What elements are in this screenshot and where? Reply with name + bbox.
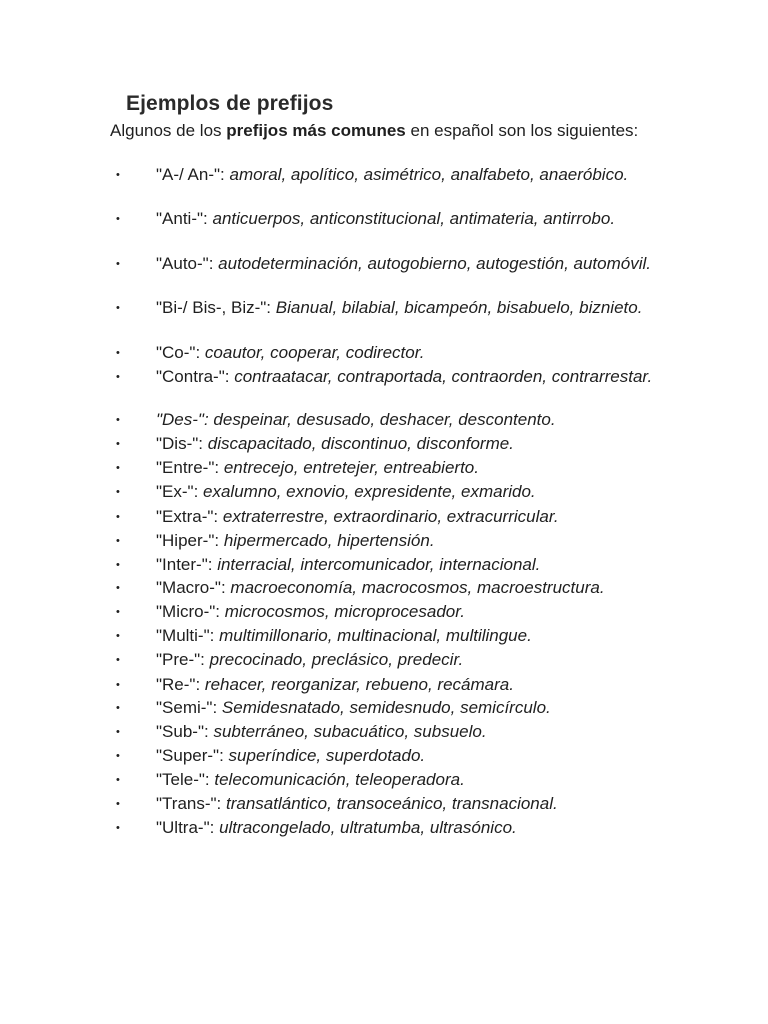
bullet-icon: • bbox=[116, 213, 120, 225]
prefix-examples: superíndice, superdotado. bbox=[228, 746, 426, 765]
prefix-examples: autodeterminación, autogobierno, autogestión, automóvil. bbox=[218, 254, 652, 273]
prefix-label: "A-/ An-": bbox=[156, 165, 230, 184]
prefix-label: "Dis-": bbox=[156, 434, 208, 453]
list-item bbox=[116, 367, 696, 387]
prefix-examples: anticuerpos, anticonstitucional, antimateria, antirrobo. bbox=[212, 209, 616, 228]
list-item bbox=[116, 818, 696, 838]
list-item-text bbox=[116, 165, 696, 185]
bullet-icon: • bbox=[116, 726, 120, 738]
list-item bbox=[116, 675, 696, 695]
prefix-examples: discapacitado, discontinuo, disconforme. bbox=[207, 434, 514, 453]
prefix-examples: transatlántico, transoceánico, transnacional. bbox=[226, 794, 558, 813]
list-item bbox=[116, 410, 696, 430]
list-item-text bbox=[116, 675, 696, 695]
bullet-icon: • bbox=[116, 486, 120, 498]
prefix-examples: extraterrestre, extraordinario, extracurricular. bbox=[222, 507, 559, 526]
prefix-examples: rehacer, reorganizar, rebueno, recámara. bbox=[204, 675, 514, 694]
prefix-label: "Hiper-": bbox=[156, 531, 224, 550]
bullet-icon: • bbox=[116, 750, 120, 762]
bullet-icon: • bbox=[116, 606, 120, 618]
prefix-label: "Macro-": bbox=[156, 578, 231, 597]
list-item bbox=[116, 531, 696, 551]
bullet-icon: • bbox=[116, 654, 120, 666]
list-item bbox=[116, 434, 696, 454]
list-item-text bbox=[116, 818, 696, 838]
list-item-text bbox=[116, 578, 696, 598]
list-item bbox=[116, 578, 696, 598]
prefix-examples: interracial, intercomunicador, internacional. bbox=[217, 555, 541, 574]
list-item bbox=[116, 698, 696, 718]
prefix-examples: microcosmos, microprocesador. bbox=[224, 602, 466, 621]
prefix-examples: Semidesnatado, semidesnudo, semicírculo. bbox=[221, 698, 551, 717]
list-item bbox=[116, 794, 696, 814]
prefix-label: "Auto-": bbox=[156, 254, 219, 273]
prefix-label: "Multi-": bbox=[156, 626, 220, 645]
list-item bbox=[116, 458, 696, 478]
prefix-examples: entrecejo, entretejer, entreabierto. bbox=[223, 458, 479, 477]
prefix-examples: despeinar, desusado, deshacer, descontento. bbox=[213, 410, 556, 429]
list-item bbox=[116, 343, 696, 363]
list-item-text bbox=[116, 722, 696, 742]
bullet-icon: • bbox=[116, 302, 120, 314]
bullet-icon: • bbox=[116, 559, 120, 571]
bullet-icon: • bbox=[116, 679, 120, 691]
list-item-text bbox=[116, 343, 696, 363]
list-item-text bbox=[116, 698, 696, 718]
prefix-examples: multimillonario, multinacional, multilingue. bbox=[219, 626, 532, 645]
list-item bbox=[116, 770, 696, 790]
list-item bbox=[116, 722, 696, 742]
list-item-text bbox=[116, 434, 696, 454]
list-item-text bbox=[116, 209, 696, 229]
bullet-icon: • bbox=[116, 462, 120, 474]
list-item bbox=[116, 209, 696, 229]
list-item bbox=[116, 555, 696, 575]
prefix-label: "Co-": bbox=[156, 343, 205, 362]
list-item-text bbox=[116, 531, 696, 551]
bullet-icon: • bbox=[116, 347, 120, 359]
list-item bbox=[116, 254, 696, 274]
list-item bbox=[116, 298, 696, 318]
intro-text-after: en español son los siguientes: bbox=[405, 121, 639, 140]
bullet-icon: • bbox=[116, 582, 120, 594]
bullet-icon: • bbox=[116, 438, 120, 450]
bullet-icon: • bbox=[116, 258, 120, 270]
list-item-text bbox=[116, 458, 696, 478]
prefix-examples: telecomunicación, teleoperadora. bbox=[214, 770, 465, 789]
bullet-icon: • bbox=[116, 702, 120, 714]
prefix-examples: amoral, apolítico, asimétrico, analfabeto, anaeróbico. bbox=[229, 165, 629, 184]
prefix-label: "Trans-": bbox=[156, 794, 227, 813]
prefix-label: "Des-": bbox=[156, 410, 214, 429]
bullet-icon: • bbox=[116, 774, 120, 786]
list-item-text bbox=[116, 507, 696, 527]
intro-text-bold: prefijos más comunes bbox=[226, 121, 406, 140]
list-item bbox=[116, 650, 696, 670]
prefix-examples: macroeconomía, macrocosmos, macroestructura. bbox=[230, 578, 605, 597]
page-title: Ejemplos de prefijos bbox=[126, 92, 334, 115]
list-item-text bbox=[116, 367, 696, 387]
list-item-text bbox=[116, 555, 696, 575]
bullet-icon: • bbox=[116, 798, 120, 810]
prefix-examples: hipermercado, hipertensión. bbox=[223, 531, 435, 550]
prefix-label: "Super-": bbox=[156, 746, 229, 765]
prefix-examples: ultracongelado, ultratumba, ultrasónico. bbox=[219, 818, 517, 837]
list-item-text bbox=[116, 650, 696, 670]
list-item-text bbox=[116, 746, 696, 766]
prefix-label: "Pre-": bbox=[156, 650, 210, 669]
prefix-label: "Sub-": bbox=[156, 722, 214, 741]
list-item-text bbox=[116, 770, 696, 790]
list-item bbox=[116, 746, 696, 766]
prefix-label: "Entre-": bbox=[156, 458, 224, 477]
prefix-label: "Ex-": bbox=[156, 482, 204, 501]
list-item-text bbox=[116, 482, 696, 502]
prefix-examples: Bianual, bilabial, bicampeón, bisabuelo, biznieto. bbox=[275, 298, 643, 317]
bullet-icon: • bbox=[116, 371, 120, 383]
prefix-label: "Inter-": bbox=[156, 555, 218, 574]
list-item-text bbox=[116, 626, 696, 646]
prefix-examples: exalumno, exnovio, expresidente, exmarido. bbox=[203, 482, 536, 501]
list-item-text bbox=[116, 602, 696, 622]
list-item-text bbox=[116, 298, 696, 318]
prefix-label: "Contra-": bbox=[156, 367, 235, 386]
prefix-label: "Ultra-": bbox=[156, 818, 220, 837]
prefix-label: "Semi-": bbox=[156, 698, 222, 717]
prefix-label: "Bi-/ Bis-, Biz-": bbox=[156, 298, 276, 317]
intro-text-before: Algunos de los bbox=[110, 121, 227, 140]
bullet-icon: • bbox=[116, 630, 120, 642]
prefix-examples: subterráneo, subacuático, subsuelo. bbox=[213, 722, 487, 741]
bullet-icon: • bbox=[116, 414, 120, 426]
prefix-examples: precocinado, preclásico, predecir. bbox=[209, 650, 464, 669]
prefix-examples: contraatacar, contraportada, contraorden, contrarrestar. bbox=[234, 367, 653, 386]
prefix-label: "Tele-": bbox=[156, 770, 215, 789]
list-item bbox=[116, 482, 696, 502]
prefix-label: "Extra-": bbox=[156, 507, 223, 526]
bullet-icon: • bbox=[116, 169, 120, 181]
list-item bbox=[116, 507, 696, 527]
list-item bbox=[116, 165, 696, 185]
bullet-icon: • bbox=[116, 511, 120, 523]
list-item-text bbox=[116, 410, 696, 430]
prefix-label: "Re-": bbox=[156, 675, 205, 694]
list-item-text bbox=[116, 794, 696, 814]
prefix-label: "Anti-": bbox=[156, 209, 213, 228]
list-item-text bbox=[116, 254, 696, 274]
bullet-icon: • bbox=[116, 535, 120, 547]
bullet-icon: • bbox=[116, 822, 120, 834]
prefix-label: "Micro-": bbox=[156, 602, 225, 621]
intro-paragraph bbox=[110, 120, 670, 141]
prefix-examples: coautor, cooperar, codirector. bbox=[204, 343, 425, 362]
list-item bbox=[116, 626, 696, 646]
list-item bbox=[116, 602, 696, 622]
